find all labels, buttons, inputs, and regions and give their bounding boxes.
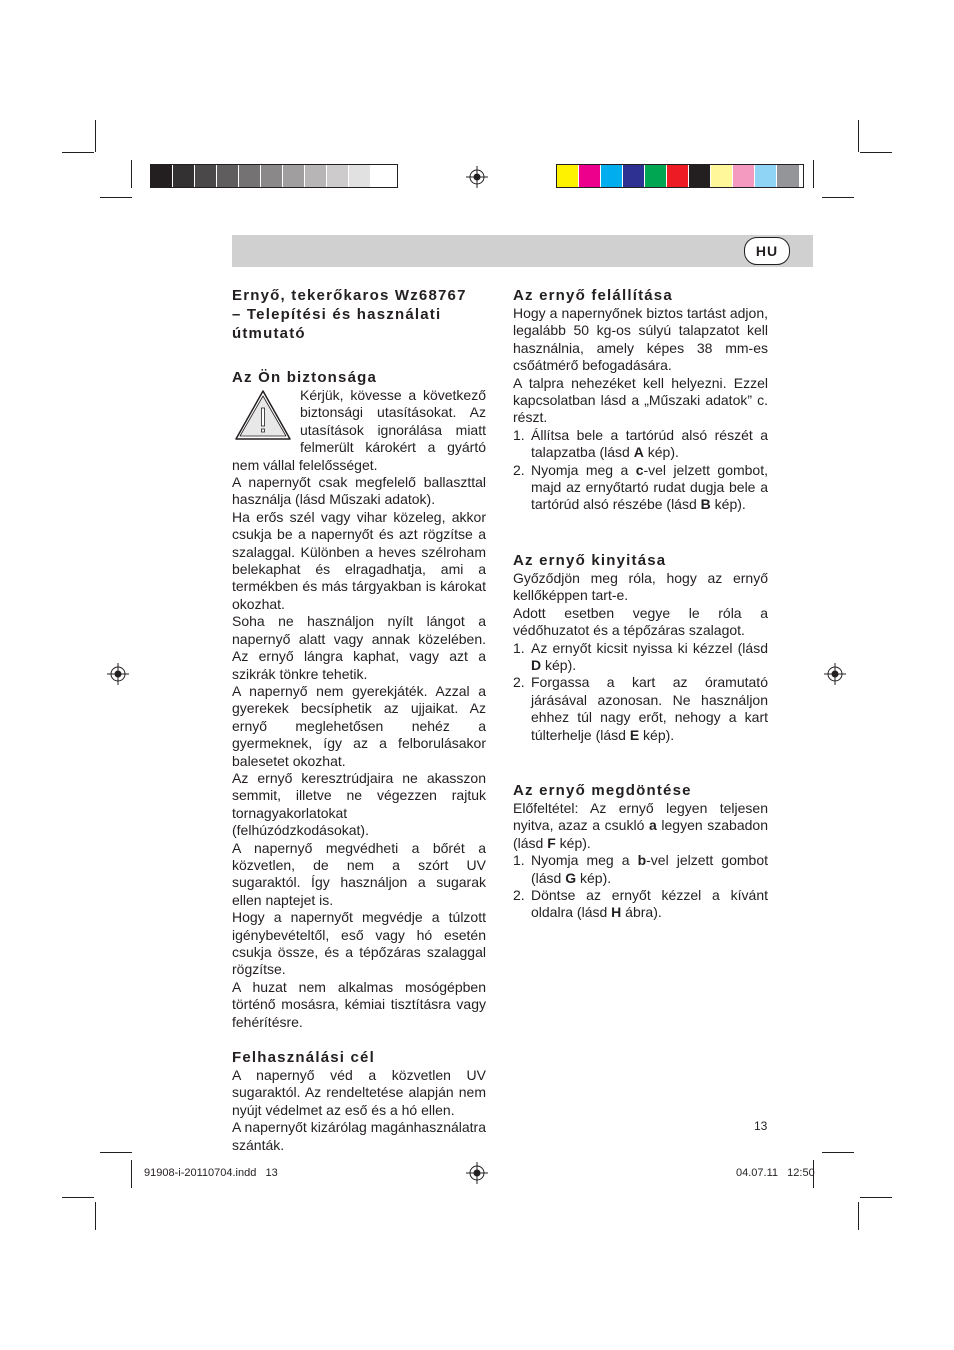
crop-mark [858, 120, 859, 152]
color-swatch [601, 165, 623, 187]
registration-mark-icon [824, 663, 846, 685]
crop-mark [131, 160, 132, 188]
safety-paragraph: A napernyőt csak megfelelő ballaszttal használja (lásd Műszaki adatok). [232, 474, 486, 508]
color-swatch [371, 165, 393, 187]
setup-paragraph: Hogy a napernyőnek biztos tartást adjon, legalább 50 kg-os súlyú talapzatot kell használnia, amely képes 38 mm-es csőátmérő befogadására. [513, 305, 768, 374]
crop-mark [100, 1152, 132, 1153]
color-swatch [733, 165, 755, 187]
registration-mark-icon [107, 663, 129, 685]
safety-paragraph: Az ernyő keresztrúdjaira ne akasszon semmit, illetve ne végezzen rajtuk tornagyakorlatokat (felhúzódzkodásokat). [232, 769, 486, 839]
crop-mark [100, 197, 132, 198]
purpose-paragraph: A napernyő véd a közvetlen UV sugaraktól. Az rendeltetése alapján nem nyújt védelmet az eső és a hó ellen. [232, 1067, 486, 1118]
color-swatch [689, 165, 711, 187]
list-item: 2. Döntse az ernyőt kézzel a kívánt oldalra (lásd H ábra). [513, 886, 768, 921]
safety-intro: Kérjük, kövesse a következő biztonsági utasításokat. Az utasítások ignorálása miatt felmerült károkért a gyártó nem vállal felelősséget. [232, 387, 486, 473]
color-swatch [755, 165, 777, 187]
color-swatch [349, 165, 371, 187]
open-heading: Az ernyő kinyitása [513, 551, 667, 569]
purpose-paragraph: A napernyőt kizárólag magánhasználatra szánták. [232, 1119, 486, 1153]
header-band [232, 235, 813, 267]
left-column [232, 286, 486, 1154]
purpose-heading: Felhasználási cél [232, 1049, 375, 1067]
safety-intro-block [232, 387, 486, 474]
tilt-steps [513, 852, 768, 922]
open-paragraph: Győződjön meg róla, hogy az ernyő kellőképpen tart-e. [513, 569, 768, 604]
title-line: útmutató [232, 325, 306, 342]
grayscale-color-bar [150, 164, 398, 188]
list-item: 1. Állítsa bele a tartórúd alsó részét a talapzatba (lásd A kép). [513, 426, 768, 461]
color-swatch [239, 165, 261, 187]
crop-mark [822, 197, 854, 198]
color-swatch [151, 165, 173, 187]
color-swatch [579, 165, 601, 187]
process-color-bar [556, 164, 804, 188]
file-info: 91908-i-20110704.indd 13 [144, 1167, 278, 1179]
safety-paragraph: A napernyő nem gyerekjáték. Azzal a gyerekek becsíphetik az ujjaikat. Az ernyő meglehetősen nehéz a gyermeknek, így az a felborulásakor balesetet okozhat. [232, 682, 486, 769]
color-swatch [557, 165, 579, 187]
list-item: 2. Nyomja meg a c-vel jelzett gombot, majd az ernyőtartó rudat dugja bele a tartórúd alsó részébe (lásd B kép). [513, 461, 768, 513]
color-swatch [261, 165, 283, 187]
color-swatch [667, 165, 689, 187]
safety-paragraph: A huzat nem alkalmas mosógépben történő mosásra, kémiai tisztításra vagy fehérítésre. [232, 978, 486, 1030]
color-swatch [173, 165, 195, 187]
safety-paragraph: Soha ne használjon nyílt lángot a napernyő alatt vagy annak közelében. Az ernyő lángra kaphat, vagy azt a szikrák tönkre tehetik. [232, 613, 486, 682]
crop-mark [860, 1197, 892, 1198]
color-swatch [217, 165, 239, 187]
safety-heading: Az Ön biztonsága [232, 369, 378, 386]
page-title [232, 286, 486, 343]
color-swatch [327, 165, 349, 187]
date-time: 04.07.11 12:50 [736, 1167, 815, 1179]
list-item: 1. Az ernyőt kicsit nyissa ki kézzel (lásd D kép). [513, 639, 768, 673]
safety-paragraph: Ha erős szél vagy vihar közeleg, akkor csukja be a napernyőt és azt rögzítse a szalaggal. Különben a heves szélroham belekaphat és elragadhatja, ami a termékben és más tárgyakban is károkat okozhat. [232, 508, 486, 612]
setup-steps [513, 427, 768, 514]
color-swatch [777, 165, 799, 187]
crop-mark [95, 120, 96, 152]
color-swatch [645, 165, 667, 187]
title-line: Ernyő, tekerőkaros Wz68767 [232, 287, 467, 304]
crop-mark [860, 152, 892, 153]
language-badge: HU [744, 237, 790, 265]
color-swatch [305, 165, 327, 187]
warning-triangle-icon [234, 389, 292, 441]
list-item: 1. Nyomja meg a b-vel jelzett gombot (lásd G kép). [513, 852, 769, 886]
crop-mark [813, 160, 814, 188]
color-swatch [623, 165, 645, 187]
list-item: 2. Forgassa a kart az óramutató járásával azonosan. Ne használjon ehhez túl nagy erőt, nehogy a kart túlterhelje (lásd E kép). [513, 674, 768, 743]
safety-paragraph: Hogy a napernyőt megvédje a túlzott igénybevételtől, eső vagy hó esetén csukja össze, és a tépőzáras szalaggal rögzítse. [232, 909, 486, 978]
open-paragraph: Adott esetben vegye le róla a védőhuzatot és a tépőzáras szalagot. [513, 604, 768, 639]
open-steps [513, 640, 768, 744]
color-swatch [283, 165, 305, 187]
registration-mark-icon [466, 1162, 488, 1184]
tilt-heading: Az ernyő megdöntése [513, 781, 692, 799]
crop-mark [62, 1197, 94, 1198]
color-swatch [195, 165, 217, 187]
setup-paragraph: A talpra nehezéket kell helyezni. Ezzel kapcsolatban lásd a „Műszaki adatok” c. részt. [513, 374, 768, 426]
crop-mark [62, 152, 94, 153]
setup-heading: Az ernyő felállítása [513, 287, 673, 304]
page-number: 13 [754, 1119, 768, 1133]
tilt-intro: Előfeltétel: Az ernyő legyen teljesen nyitva, azaz a csukló a legyen szabadon (lásd F kép). [513, 799, 768, 851]
safety-paragraph: A napernyő megvédheti a bőrét a közvetlen, de nem a szórt UV sugaraktól. Így használjon a sugarak ellen naptejet is. [232, 839, 486, 908]
crop-mark [95, 1202, 96, 1230]
registration-mark-icon [466, 166, 488, 188]
color-swatch [711, 165, 733, 187]
crop-mark [858, 1202, 859, 1230]
right-column [513, 286, 768, 922]
crop-mark [822, 1152, 854, 1153]
title-line: – Telepítési és használati [232, 306, 442, 323]
crop-mark [131, 1160, 132, 1188]
